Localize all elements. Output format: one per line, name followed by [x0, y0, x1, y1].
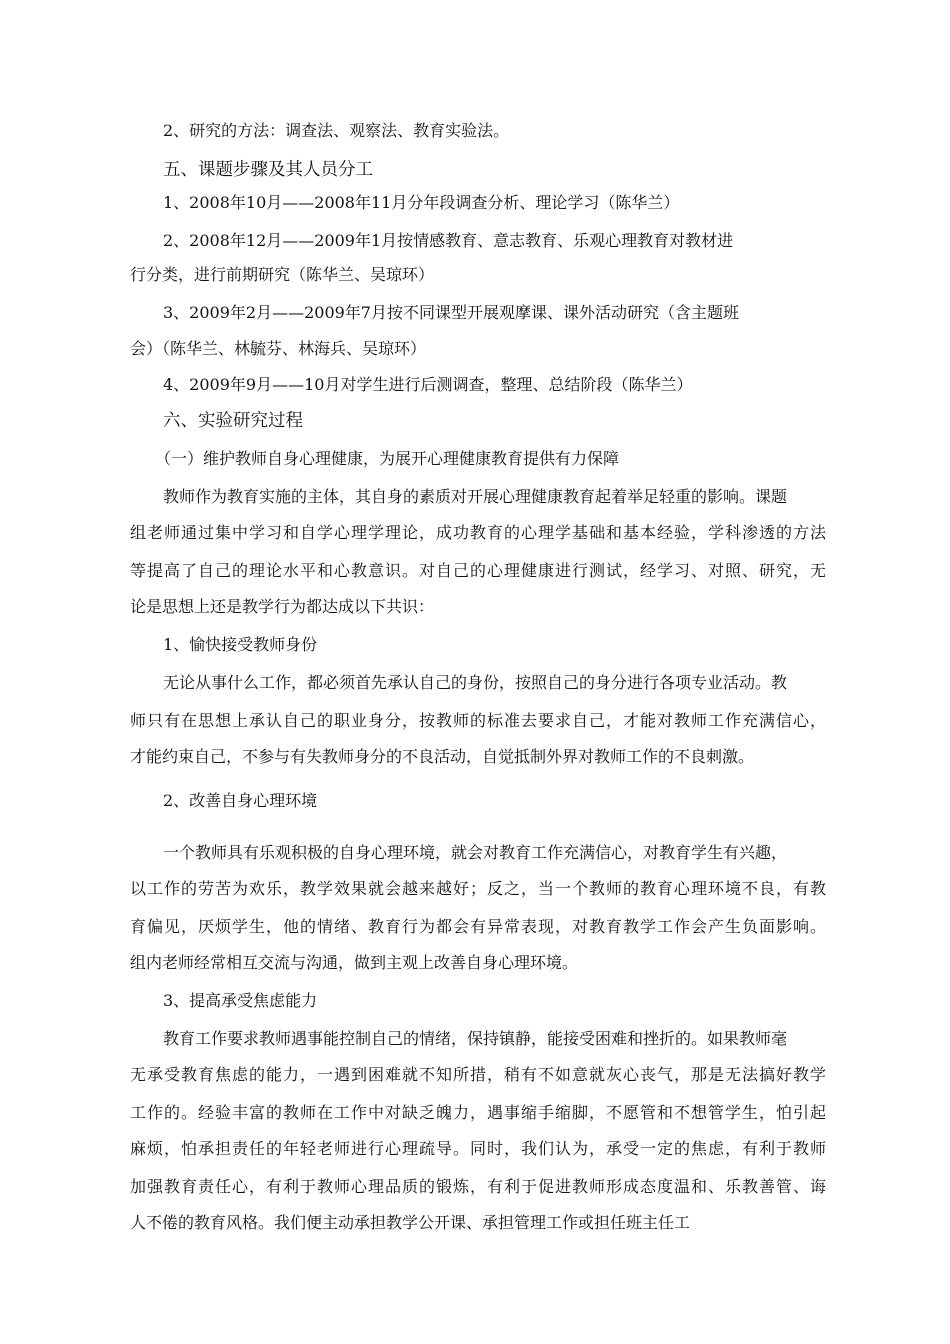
step-2-line-1: 2、2008年12月——2009年1月按情感教育、意志教育、乐观心理教育对教材进 [163, 231, 734, 250]
step-4-line: 4、2009年9月——10月对学生进行后测调查，整理、总结阶段（陈华兰） [163, 375, 693, 394]
point-3-para-line-1: 教育工作要求教师遇事能控制自己的情绪，保持镇静，能接受困难和挫折的。如果教师毫 [163, 1029, 788, 1048]
point-3-para-line-5: 加强教育责任心，有利于教师心理品质的锻炼，有利于促进教师形成态度温和、乐教善管、诲 [130, 1177, 826, 1196]
point-1-para-line-2: 师只有在思想上承认自己的职业身分，按教师的标准去要求自己，才能对教师工作充满信心， [130, 711, 826, 730]
point-3-heading: 3、提高承受焦虑能力 [163, 991, 318, 1010]
point-3-para-line-2: 无承受教育焦虑的能力，一遇到困难就不知所措，稍有不如意就灰心丧气，那是无法搞好教学 [130, 1065, 826, 1084]
point-3-para-line-6: 人不倦的教育风格。我们便主动承担教学公开课、承担管理工作或担任班主任工 [130, 1213, 691, 1232]
para-intro-line-4: 论是思想上还是教学行为都达成以下共识： [130, 597, 435, 616]
point-2-heading: 2、改善自身心理环境 [163, 791, 318, 810]
section-6-heading: 六、实验研究过程 [163, 411, 303, 431]
method-line: 2、研究的方法：调查法、观察法、教育实验法。 [163, 121, 510, 140]
point-2-para-line-2: 以工作的劳苦为欢乐，教学效果就会越来越好；反之，当一个教师的教育心理环境不良，有教 [130, 879, 826, 898]
point-1-heading: 1、愉快接受教师身份 [163, 635, 318, 654]
step-1-line: 1、2008年10月——2008年11月分年段调查分析、理论学习（陈华兰） [163, 193, 680, 212]
point-1-para-line-3: 才能约束自己，不参与有失教师身分的不良活动，自觉抵制外界对教师工作的不良刺激。 [130, 747, 755, 766]
subsection-1-heading: （一）维护教师自身心理健康，为展开心理健康教育提供有力保障 [155, 449, 620, 468]
section-5-heading: 五、课题步骤及其人员分工 [163, 160, 373, 180]
point-2-para-line-1: 一个教师具有乐观积极的自身心理环境，就会对教育工作充满信心，对教育学生有兴趣， [163, 843, 788, 862]
point-1-para-line-1: 无论从事什么工作，都必须首先承认自己的身份，按照自己的身分进行各项专业活动。教 [163, 673, 788, 692]
point-3-para-line-3: 工作的。经验丰富的教师在工作中对缺乏魄力，遇事缩手缩脚，不愿管和不想管学生，怕引起 [130, 1103, 826, 1122]
step-3-line-2: 会）（陈华兰、林毓芬、林海兵、吴琼环） [130, 339, 427, 358]
para-intro-line-1: 教师作为教育实施的主体，其自身的素质对开展心理健康教育起着举足轻重的影响。课题 [163, 487, 788, 506]
para-intro-line-3: 等提高了自己的理论水平和心教意识。对自己的心理健康进行测试，经学习、对照、研究，无 [130, 561, 826, 580]
step-2-line-2: 行分类，进行前期研究（陈华兰、吴琼环） [130, 265, 435, 284]
point-2-para-line-4: 组内老师经常相互交流与沟通，做到主观上改善自身心理环境。 [130, 953, 579, 972]
point-3-para-line-4: 麻烦，怕承担责任的年轻老师进行心理疏导。同时，我们认为，承受一定的焦虑，有利于教师 [130, 1139, 826, 1158]
step-3-line-1: 3、2009年2月——2009年7月按不同课型开展观摩课、课外活动研究（含主题班 [163, 303, 739, 322]
para-intro-line-2: 组老师通过集中学习和自学心理学理论，成功教育的心理学基础和基本经验，学科渗透的方法 [130, 523, 826, 542]
point-2-para-line-3: 育偏见，厌烦学生，他的情绪、教育行为都会有异常表现，对教育教学工作会产生负面影响。 [130, 917, 826, 936]
